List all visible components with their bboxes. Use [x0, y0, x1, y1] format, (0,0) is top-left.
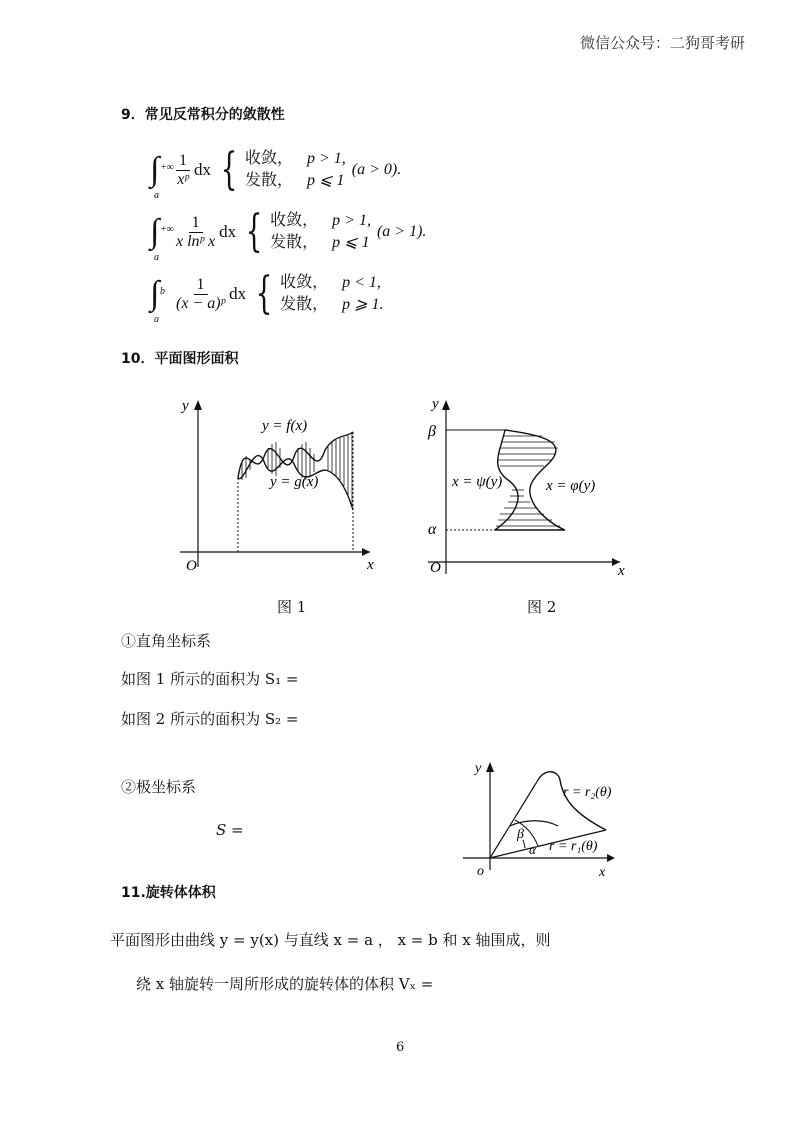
- origin-label: O: [430, 560, 441, 576]
- tail-condition: (a > 1).: [376, 223, 427, 240]
- case-diverge: 发散，: [245, 172, 294, 189]
- section-9-title: 9．常见反常积分的敛散性: [121, 107, 285, 123]
- section-11-title: 11.旋转体体积: [121, 885, 216, 901]
- cond-2: p ⩾ 1.: [342, 296, 384, 313]
- cond-1: p > 1,: [332, 212, 371, 229]
- polar-heading: ②极坐标系: [121, 778, 197, 796]
- figure-1: [170, 392, 380, 577]
- x-axis-arrow: [607, 854, 615, 862]
- case-converge: 收敛，: [245, 150, 294, 167]
- upper-limit: b: [160, 286, 165, 297]
- section-11-line-1: 平面图形由曲线 y = y(x) 与直线 x = a ， x = b 和 x 轴围成，则: [110, 931, 551, 949]
- x-label: x: [367, 557, 374, 573]
- y-label: y: [182, 398, 189, 414]
- numerator: 1: [189, 214, 203, 233]
- case-converge: 收敛，: [280, 274, 329, 291]
- integral-row-1: ∫ +∞ a $\frac{1}{\text{xᵖ}}$ dx { 收敛， p > 1, 发散， p ⩽ 1 (a > 0).: [150, 148, 401, 192]
- label-phi: x = φ(y): [546, 478, 596, 494]
- x-axis-arrow: [362, 548, 370, 556]
- label-g: y = g(x): [270, 474, 319, 490]
- x-label: x: [618, 563, 625, 577]
- tail-condition: (a > 0).: [351, 161, 402, 178]
- section-10-title: 10．平面图形面积: [121, 351, 239, 367]
- case-diverge: 发散，: [270, 234, 319, 251]
- label-r2: r = r₂(θ): [563, 785, 612, 800]
- alpha-label: α: [428, 521, 437, 538]
- figure-2-caption: 图 2: [527, 598, 557, 616]
- cartesian-heading: ①直角坐标系: [121, 632, 212, 650]
- case-converge: 收敛，: [270, 212, 319, 229]
- denominator: x lnᵖ x: [176, 232, 216, 250]
- figure-2: [420, 392, 635, 577]
- curve-r2: [538, 772, 606, 830]
- denominator: (x − a)ᵖ: [176, 294, 226, 312]
- beta-label: β: [428, 423, 436, 440]
- integral-row-3: ∫ b a $\frac{1}{\text{(x − a)ᵖ}}$ dx { 收敛， p < 1, 发散， p ⩾ 1.: [150, 272, 389, 316]
- left-brace: {: [245, 206, 263, 257]
- differential: dx: [194, 160, 211, 179]
- label-r1: r = r₁(θ): [549, 839, 598, 854]
- section-11-line-2: 绕 x 轴旋转一周所形成的旋转体的体积 Vₓ =: [136, 975, 434, 993]
- denominator: xᵖ: [177, 170, 189, 188]
- y-axis-arrow: [486, 762, 494, 772]
- y-label: y: [475, 761, 482, 776]
- page-number: 6: [396, 1040, 405, 1055]
- y-axis-arrow: [442, 400, 450, 410]
- left-brace: {: [255, 268, 273, 319]
- y-label: y: [432, 396, 439, 412]
- numerator: 1: [176, 152, 190, 171]
- lower-limit: a: [154, 190, 159, 201]
- integral-row-2: ∫ +∞ a $\frac{1}{\text{x lnᵖ x}}$ dx { 收敛， p > 1, 发散， p ⩽ 1 (a > 1).: [150, 210, 426, 254]
- area-s2: 如图 2 所示的面积为 S₂ =: [121, 710, 299, 728]
- numerator: 1: [194, 276, 208, 295]
- label-psi: x = ψ(y): [452, 474, 503, 490]
- lower-limit: a: [154, 314, 159, 325]
- area-s1: 如图 1 所示的面积为 S₁ =: [121, 670, 299, 688]
- upper-limit: +∞: [160, 224, 174, 235]
- figure-1-caption: 图 1: [277, 598, 307, 616]
- cond-2: p ⩽ 1: [332, 234, 370, 251]
- origin-label: O: [186, 558, 197, 574]
- left-brace: {: [220, 144, 238, 195]
- label-f: y = f(x): [262, 418, 308, 434]
- differential: dx: [219, 222, 237, 241]
- case-diverge: 发散，: [280, 296, 329, 313]
- alpha-label: α: [529, 842, 536, 857]
- cond-1: p < 1,: [342, 274, 381, 291]
- cond-1: p > 1,: [307, 150, 346, 167]
- beta-label: β: [517, 827, 524, 842]
- upper-limit: +∞: [160, 162, 174, 173]
- figure-3: [463, 758, 628, 880]
- cond-2: p ⩽ 1: [307, 172, 345, 189]
- differential: dx: [229, 284, 247, 303]
- polar-area-s: S =: [216, 821, 244, 839]
- x-label: x: [599, 865, 606, 880]
- header-text: 微信公众号：二狗哥考研: [580, 34, 746, 52]
- lower-limit: a: [154, 252, 159, 263]
- origin-label: o: [477, 864, 484, 879]
- y-axis-arrow: [194, 400, 202, 410]
